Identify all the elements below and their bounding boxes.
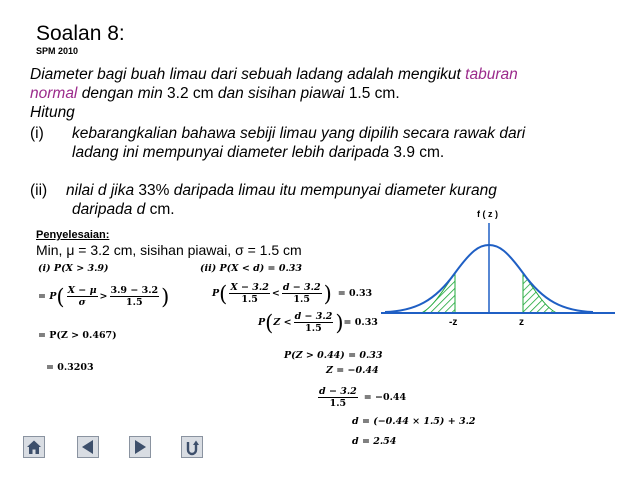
part-1-step-2: = P(Z > 0.467) — [38, 330, 117, 341]
s1-den-2: 1.5 — [293, 294, 310, 305]
item-2-unit: cm. — [145, 201, 175, 218]
s5-num: d − 3.2 — [319, 386, 357, 397]
s5-den: 1.5 — [329, 398, 347, 409]
mean-value: 3.2 cm — [167, 85, 214, 102]
normal-distribution-graph — [375, 205, 625, 330]
part-1-result: = 0.3203 — [46, 362, 94, 373]
forward-button[interactable] — [129, 436, 151, 458]
back-button[interactable] — [77, 436, 99, 458]
forward-icon — [129, 436, 151, 458]
part-2-label: (ii) — [200, 263, 217, 274]
question-line-2 — [30, 84, 400, 103]
step1-op: > — [99, 291, 108, 302]
item-2-var-d2: d — [136, 201, 146, 218]
part-1-step-1: = P ( $\frac{X - \mu}{\sigma}$ > $\frac{3.9 - 3.2}{1.5}$ ) — [38, 284, 170, 309]
part-1-label: (i) — [38, 263, 51, 274]
sd-value: 1.5 cm. — [348, 85, 400, 102]
step1-den-1: σ — [78, 297, 86, 308]
s1-op: < — [271, 288, 280, 299]
part-2-step-4: Z = −0.44 — [326, 365, 379, 376]
item-2-var-d: d — [97, 182, 107, 199]
part-2-step-7: d = 2.54 — [352, 436, 397, 447]
term-normal-distribution: taburan — [465, 66, 518, 83]
part-2-expression — [200, 263, 302, 274]
s2-den: 1.5 — [305, 323, 322, 334]
step1-den-2: 1.5 — [126, 297, 143, 308]
part-2-expr: P(X < d) = 0.33 — [219, 263, 302, 274]
given-values: Min, μ = 3.2 cm, sisihan piawai, σ = 1.5 cm — [36, 242, 302, 258]
item-1-text: ladang ini mempunyai diameter lebih daripada — [72, 144, 394, 161]
part-2-step-6: d = (−0.44 × 1.5) + 3.2 — [352, 416, 476, 427]
item-2-percent: 33% — [138, 182, 170, 199]
step1-lhs: = P — [38, 291, 57, 302]
hitung-label: Hitung — [30, 104, 75, 121]
slide-title: Soalan 8: — [36, 22, 125, 45]
item-2-text-c: jika — [106, 182, 139, 199]
return-button[interactable] — [181, 436, 203, 458]
return-icon — [181, 436, 203, 458]
part-2-step-3: P(Z > 0.44) = 0.33 — [284, 350, 383, 361]
fz-label: f ( z ) — [477, 209, 498, 219]
question-line-1 — [30, 65, 518, 84]
item-1-line-2 — [72, 143, 444, 162]
s2-rhs: = 0.33 — [343, 317, 378, 328]
item-2-text-a: nilai — [66, 182, 98, 199]
item-1-number: (i) — [30, 125, 44, 142]
item-2-line-2 — [72, 200, 175, 219]
s5-rhs: = −0.44 — [363, 392, 407, 403]
s2-pre: P — [258, 317, 266, 328]
step1-num-2: 3.9 − 3.2 — [110, 285, 159, 296]
s1-den-1: 1.5 — [241, 294, 258, 305]
part-2-step-2: P ( Z < $\frac{d - 3.2}{1.5}$ ) = 0.33 — [258, 310, 378, 335]
neg-z-label: -z — [449, 317, 458, 328]
home-button[interactable] — [23, 436, 45, 458]
slide-subtitle: SPM 2010 — [36, 46, 79, 56]
s1-num-1: X − 3.2 — [230, 282, 269, 293]
intro-text-c: dan sisihan piawai — [213, 85, 349, 102]
term-normal: normal — [30, 85, 78, 102]
item-2-text-f: daripada — [72, 201, 137, 218]
item-1-line-1: kebarangkalian bahawa sebiji limau yang dipilih secara rawak dari — [72, 125, 526, 142]
intro-text-a: Diameter bagi buah limau dari sebuah ladang adalah mengikut — [30, 66, 466, 83]
z-label: z — [519, 317, 524, 328]
s1-pre: P — [212, 288, 220, 299]
part-2-step-1: P ( $\frac{X - 3.2}{1.5}$ < $\frac{d - 3.2}{1.5}$ ) = 0.33 — [212, 281, 373, 306]
s1-rhs: = 0.33 — [337, 288, 373, 299]
part-1-expr: P(X > 3.9) — [53, 263, 109, 274]
s1-num-2: d − 3.2 — [282, 282, 321, 293]
home-icon — [23, 436, 45, 458]
item-1-value: 3.9 cm. — [393, 144, 445, 161]
step1-num-1: X − μ — [67, 285, 97, 296]
intro-text-b: dengan min — [77, 85, 168, 102]
s2-num: d − 3.2 — [294, 311, 333, 322]
part-2-step-5 — [316, 386, 406, 409]
solution-heading: Penyelesaian: — [36, 229, 110, 241]
item-2-text-e: daripada limau itu mempunyai diameter kurang — [169, 182, 497, 199]
s2-z: Z < — [273, 317, 292, 328]
part-1-expression — [38, 263, 109, 274]
back-icon — [77, 436, 99, 458]
item-2-number: (ii) — [30, 182, 48, 199]
item-2-line-1 — [66, 181, 497, 200]
